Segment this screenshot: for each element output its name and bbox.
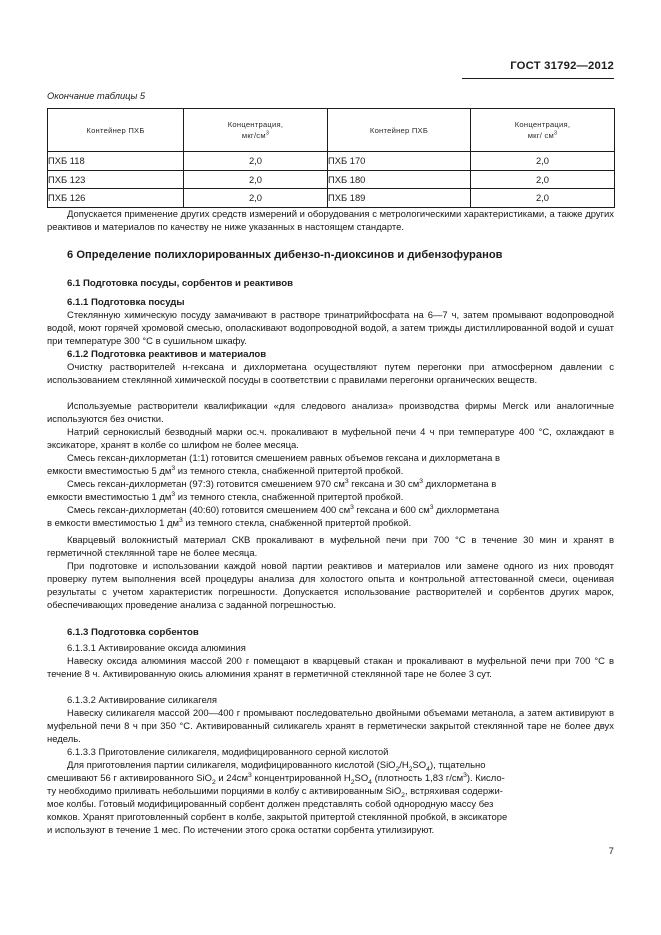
text-fragment: Для приготовления партии силикагеля, модифицированного кислотой (SiO	[67, 760, 396, 771]
subscript: 2	[350, 778, 355, 786]
paragraph-6-1-2-f-line2	[47, 517, 614, 530]
cell-concentration: 2,0	[471, 152, 615, 171]
cell-container-id: ПХБ 118	[48, 152, 184, 171]
text-fragment: гексана и 30 см	[348, 479, 420, 490]
exponent: 3	[179, 516, 183, 524]
paragraph-6-1-3-3-line5: комков. Хранят приготовленный сорбент в колбе, закрытой притертой стеклянной пробкой, в эксикаторе	[47, 812, 508, 823]
page-content	[47, 0, 614, 935]
text-fragment: Смесь гексан-дихлорметан (97:3) готовится смешением 970 см	[67, 479, 345, 490]
column-header-text: Контейнер ПХБ	[369, 125, 429, 135]
column-header-text: Концентрация,	[514, 120, 571, 129]
pcb-concentration-table-wrap	[47, 108, 614, 208]
paragraph-6-1-2-e-line1	[47, 478, 614, 491]
paragraph-6-1-3-2: Навеску силикагеля массой 200—400 г промывают последовательно двойными объемами метанола, а затем активируют в муфельной печи 8 ч при 350 °С. Активированный силикагель хранят в герметически закрытой стеклянной таре не более двух недель.	[47, 708, 614, 746]
text-fragment: гексана и 600 см	[353, 505, 430, 516]
subscript: 4	[368, 778, 372, 786]
header-rule	[462, 78, 614, 79]
table-row	[48, 152, 615, 171]
cell-concentration: 2,0	[184, 152, 328, 171]
heading-6-1: 6.1 Подготовка посуды, сорбентов и реактивов	[67, 278, 294, 289]
text-fragment: смешивают 56 г активированного SiO	[47, 773, 212, 784]
heading-6-1-1: 6.1.1 Подготовка посуды	[67, 297, 185, 308]
column-header-container-1	[48, 109, 184, 152]
text-fragment: из темного стекла, снабженной притертой пробкой.	[175, 466, 404, 477]
paragraph-6-1-2-e-line2	[47, 491, 614, 504]
column-header-unit: мкг/ см	[527, 131, 554, 140]
subscript: 2	[408, 765, 413, 773]
subscript: 2	[401, 791, 405, 799]
text-fragment: ту необходимо приливать небольшими порциями в колбу с активированным SiO	[47, 786, 402, 797]
paragraph-intro: Допускается применение других средств измерений и оборудования с метрологическими характеристиками, а также других реактивов и материалов по качеству не ниже указанных в настоящем стандарте.	[47, 209, 614, 234]
paragraph-6-1-2-d-line2	[47, 465, 614, 478]
text-fragment: и 24см	[215, 773, 248, 784]
text-fragment: (плотность 1,83 г/см	[371, 773, 464, 784]
text-fragment: из темного стекла, снабженной притертой пробкой.	[182, 518, 412, 529]
paragraph-6-1-3-3-line6: и используют в течение 1 мес. По истечении этого срока остатки сорбента утилизируют.	[47, 825, 435, 836]
standard-number-header: ГОСТ 31792—2012	[510, 60, 614, 72]
paragraph-6-1-3-3-line3	[47, 785, 614, 798]
text-fragment: , встряхивая содержи-	[404, 786, 503, 797]
text-fragment: концентрированной H	[251, 773, 351, 784]
column-header-text: Контейнер ПХБ	[86, 125, 145, 135]
text-fragment: емкости вместимостью 5 дм	[47, 466, 172, 477]
text-fragment: Смесь гексан-дихлорметан (40:60) готовится смешением 400 см	[67, 505, 351, 516]
heading-6-1-3: 6.1.3 Подготовка сорбентов	[67, 627, 199, 638]
text-fragment: SO	[354, 773, 369, 784]
paragraph-6-1-2-g: Кварцевый волокнистый материал СКВ прокаливают в муфельной печи при 700 °С в течение 30 мин и хранят в герметичной стеклянной таре не более месяца.	[47, 535, 614, 560]
column-header-text: Концентрация,	[227, 120, 284, 129]
heading-6-1-3-3: 6.1.3.3 Приготовление силикагеля, модифицированного серной кислотой	[67, 747, 389, 758]
page-number: 7	[608, 846, 614, 857]
heading-6-1-3-1: 6.1.3.1 Активирование оксида алюминия	[67, 643, 246, 654]
heading-6-1-3-2: 6.1.3.2 Активирование силикагеля	[67, 695, 218, 706]
heading-section-6: 6 Определение полихлорированных дибензо-n-диоксинов и дибензофуранов	[67, 249, 503, 261]
cell-concentration: 2,0	[184, 170, 328, 189]
subscript: 2	[211, 778, 216, 786]
subscript: 2	[395, 765, 400, 773]
paragraph-6-1-2-d-line1: Смесь гексан-дихлорметан (1:1) готовится смешением равных объемов гексана и дихлорметана в	[67, 453, 500, 464]
text-fragment: SO	[412, 760, 427, 771]
paragraph-6-1-3-3-line1	[47, 759, 614, 772]
text-fragment: ). Кисло-	[466, 773, 505, 784]
text-fragment: емкости вместимостью 1 дм	[47, 492, 172, 503]
cell-concentration: 2,0	[471, 170, 615, 189]
table-caption: Окончание таблицы 5	[47, 91, 146, 101]
exponent: 3	[248, 771, 252, 779]
text-fragment: из темного стекла, снабженной притертой пробкой.	[175, 492, 404, 503]
column-header-unit: мкг/см	[241, 131, 266, 140]
paragraph-6-1-3-1: Навеску оксида алюминия массой 200 г помещают в кварцевый стакан и прокаливают в муфельной печи при 700 °С в течение 8 ч. Активированную окись алюминия хранят в герметичной стеклянной таре не более 3 сут.	[47, 656, 614, 681]
cell-container-id: ПХБ 123	[48, 170, 184, 189]
table-row	[48, 189, 615, 208]
cell-container-id: ПХБ 189	[328, 189, 471, 208]
cell-container-id: ПХБ 126	[48, 189, 184, 208]
cell-concentration: 2,0	[184, 189, 328, 208]
column-header-container-2	[328, 109, 471, 152]
paragraph-6-1-3-3-line4: мое колбы. Готовый модифицированный сорбент должен представлять собой однородную массу без	[47, 799, 494, 810]
paragraph-6-1-2-h: При подготовке и использовании каждой новой партии реактивов и материалов или замене одного из них проводят проверку путем выполнения всей процедуры анализа для холостого опыта и контрольной аттестованной смеси, оценивая результаты с учетом характеристик погрешности. Допускается использование растворителей и сорбентов других марок, обеспечивающих проведение анализа с заданной погрешностью.	[47, 561, 614, 612]
exponent: 3	[344, 477, 349, 485]
paragraph-6-1-2-c: Натрий сернокислый безводный марки ос.ч. прокаливают в муфельной печи 4 ч при температуре 400 °С, охлаждают в эксикаторе, хранят в колбе со шлифом не более месяца.	[47, 427, 614, 452]
column-header-concentration-1	[184, 109, 328, 152]
column-header-unit-exponent: 3	[265, 130, 270, 137]
subscript: 4	[426, 765, 430, 773]
paragraph-6-1-2-a: Очистку растворителей н-гексана и дихлорметана осуществляют путем перегонки при атмосферном давлении с использованием стеклянной химической посуды в соответствии с правилами перегонки органических веществ.	[47, 362, 614, 387]
paragraph-6-1-3-3-line2	[47, 772, 614, 785]
column-header-concentration-2	[471, 109, 615, 152]
exponent: 3	[429, 503, 434, 511]
exponent: 3	[171, 464, 176, 472]
table-header-row	[48, 109, 615, 152]
column-header-unit-exponent: 3	[554, 130, 558, 137]
exponent: 3	[171, 490, 176, 498]
cell-container-id: ПХБ 180	[328, 170, 471, 189]
paragraph-6-1-2-b: Используемые растворители квалификации «для следового анализа» производства фирмы Merck или аналогичные используются без очистки.	[47, 401, 614, 426]
text-fragment: ), тщательно	[429, 760, 486, 771]
text-fragment: дихлорметана	[433, 505, 500, 516]
pcb-concentration-table	[47, 108, 615, 208]
exponent: 3	[419, 477, 424, 485]
paragraph-6-1-2-f-line1	[47, 504, 614, 517]
table-row	[48, 170, 615, 189]
paragraph-6-1-1: Стеклянную химическую посуду замачивают в растворе тринатрийфосфата на 6—7 ч, затем промывают водопроводной водой, моют горячей хромовой смесью, ополаскивают водопроводной водой, а затем трижды дистиллированной водой и сушат при температуре 300 °С в сушильном шкафу.	[47, 310, 614, 348]
text-fragment: дихлорметана в	[423, 479, 497, 490]
exponent: 3	[463, 771, 467, 779]
text-fragment: /H	[399, 760, 409, 771]
heading-6-1-2: 6.1.2 Подготовка реактивов и материалов	[67, 349, 267, 360]
exponent: 3	[350, 503, 354, 511]
text-fragment: в емкости вместимостью 1 дм	[47, 518, 180, 529]
cell-concentration: 2,0	[471, 189, 615, 208]
cell-container-id: ПХБ 170	[328, 152, 471, 171]
